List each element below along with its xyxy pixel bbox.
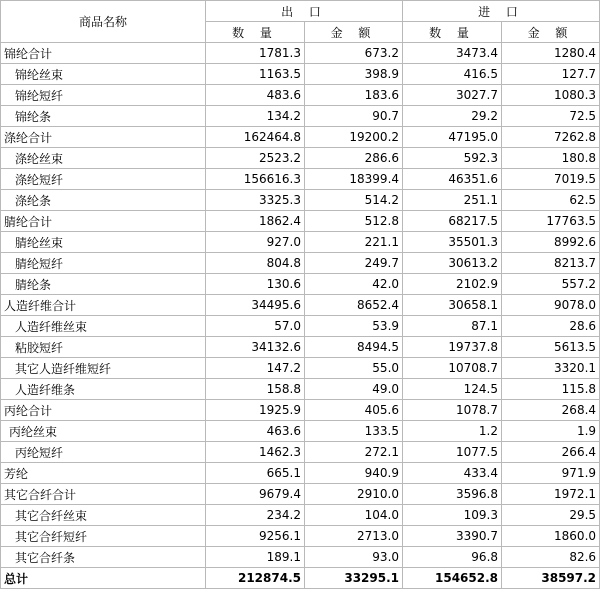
table-row	[1, 253, 600, 274]
table-row	[1, 421, 600, 442]
export-amount-cell: 512.8	[305, 211, 403, 232]
product-name-cell: 锦纶合计	[1, 43, 206, 64]
table-row	[1, 379, 600, 400]
import-qty-cell: 124.5	[403, 379, 502, 400]
import-amount-cell: 82.6	[502, 547, 600, 568]
import-amount-cell: 127.7	[502, 64, 600, 85]
export-qty-cell: 3325.3	[206, 190, 305, 211]
export-qty-cell: 463.6	[206, 421, 305, 442]
total-import-amount-cell: 38597.2	[502, 568, 600, 589]
import-amount-cell: 1972.1	[502, 484, 600, 505]
product-name-cell: 腈纶条	[1, 274, 206, 295]
import-amount-cell: 1860.0	[502, 526, 600, 547]
export-qty-cell: 1781.3	[206, 43, 305, 64]
export-amount-cell: 55.0	[305, 358, 403, 379]
product-name-cell: 锦纶丝束	[1, 64, 206, 85]
product-name-cell: 丙纶丝束	[1, 421, 206, 442]
header-import-amount: 金 额	[502, 22, 600, 43]
export-qty-cell: 804.8	[206, 253, 305, 274]
import-qty-cell: 3596.8	[403, 484, 502, 505]
export-qty-cell: 130.6	[206, 274, 305, 295]
table-row	[1, 43, 600, 64]
import-amount-cell: 115.8	[502, 379, 600, 400]
table-row	[1, 211, 600, 232]
export-qty-cell: 156616.3	[206, 169, 305, 190]
import-amount-cell: 1080.3	[502, 85, 600, 106]
table-row	[1, 526, 600, 547]
product-name-cell: 涤纶合计	[1, 127, 206, 148]
export-amount-cell: 183.6	[305, 85, 403, 106]
export-qty-cell: 1862.4	[206, 211, 305, 232]
table-row	[1, 106, 600, 127]
table-row	[1, 463, 600, 484]
table-row	[1, 295, 600, 316]
export-amount-cell: 93.0	[305, 547, 403, 568]
export-amount-cell: 18399.4	[305, 169, 403, 190]
total-import-qty-cell: 154652.8	[403, 568, 502, 589]
import-qty-cell: 47195.0	[403, 127, 502, 148]
import-amount-cell: 7019.5	[502, 169, 600, 190]
import-amount-cell: 3320.1	[502, 358, 600, 379]
import-qty-cell: 109.3	[403, 505, 502, 526]
import-qty-cell: 1.2	[403, 421, 502, 442]
header-export-amount: 金 额	[305, 22, 403, 43]
product-name-cell: 腈纶合计	[1, 211, 206, 232]
total-export-qty-cell: 212874.5	[206, 568, 305, 589]
table-row	[1, 148, 600, 169]
product-name-cell: 其它人造纤维短纤	[1, 358, 206, 379]
import-qty-cell: 3390.7	[403, 526, 502, 547]
export-qty-cell: 2523.2	[206, 148, 305, 169]
import-qty-cell: 35501.3	[403, 232, 502, 253]
import-qty-cell: 433.4	[403, 463, 502, 484]
export-qty-cell: 483.6	[206, 85, 305, 106]
export-amount-cell: 405.6	[305, 400, 403, 421]
import-qty-cell: 10708.7	[403, 358, 502, 379]
import-amount-cell: 5613.5	[502, 337, 600, 358]
table-row	[1, 400, 600, 421]
table-row	[1, 232, 600, 253]
import-amount-cell: 28.6	[502, 316, 600, 337]
product-name-cell: 其它合纤条	[1, 547, 206, 568]
product-name-cell: 其它合纤短纤	[1, 526, 206, 547]
header-row-1	[1, 1, 600, 22]
import-qty-cell: 592.3	[403, 148, 502, 169]
import-amount-cell: 29.5	[502, 505, 600, 526]
import-amount-cell: 17763.5	[502, 211, 600, 232]
product-name-cell: 粘胶短纤	[1, 337, 206, 358]
product-name-cell: 涤纶条	[1, 190, 206, 211]
export-qty-cell: 9679.4	[206, 484, 305, 505]
export-amount-cell: 2713.0	[305, 526, 403, 547]
export-qty-cell: 34132.6	[206, 337, 305, 358]
export-amount-cell: 249.7	[305, 253, 403, 274]
import-amount-cell: 971.9	[502, 463, 600, 484]
export-qty-cell: 158.8	[206, 379, 305, 400]
export-amount-cell: 8652.4	[305, 295, 403, 316]
total-export-amount-cell: 33295.1	[305, 568, 403, 589]
export-amount-cell: 53.9	[305, 316, 403, 337]
product-name-cell: 涤纶短纤	[1, 169, 206, 190]
table-row	[1, 337, 600, 358]
export-amount-cell: 42.0	[305, 274, 403, 295]
export-qty-cell: 927.0	[206, 232, 305, 253]
export-amount-cell: 398.9	[305, 64, 403, 85]
header-export-qty: 数 量	[206, 22, 305, 43]
product-name-cell: 其它合纤合计	[1, 484, 206, 505]
export-amount-cell: 286.6	[305, 148, 403, 169]
product-name-cell: 丙纶短纤	[1, 442, 206, 463]
export-amount-cell: 49.0	[305, 379, 403, 400]
import-amount-cell: 72.5	[502, 106, 600, 127]
export-amount-cell: 90.7	[305, 106, 403, 127]
table-row	[1, 190, 600, 211]
export-qty-cell: 234.2	[206, 505, 305, 526]
import-qty-cell: 19737.8	[403, 337, 502, 358]
table-row	[1, 442, 600, 463]
table-row	[1, 316, 600, 337]
import-amount-cell: 8213.7	[502, 253, 600, 274]
export-amount-cell: 514.2	[305, 190, 403, 211]
import-qty-cell: 87.1	[403, 316, 502, 337]
export-amount-cell: 673.2	[305, 43, 403, 64]
import-qty-cell: 96.8	[403, 547, 502, 568]
export-qty-cell: 147.2	[206, 358, 305, 379]
import-amount-cell: 7262.8	[502, 127, 600, 148]
import-amount-cell: 180.8	[502, 148, 600, 169]
export-qty-cell: 57.0	[206, 316, 305, 337]
import-amount-cell: 1280.4	[502, 43, 600, 64]
header-export: 出 口	[206, 1, 403, 22]
import-qty-cell: 251.1	[403, 190, 502, 211]
table-row	[1, 85, 600, 106]
table-row	[1, 484, 600, 505]
export-amount-cell: 19200.2	[305, 127, 403, 148]
import-amount-cell: 266.4	[502, 442, 600, 463]
total-row	[1, 568, 600, 589]
product-name-cell: 锦纶条	[1, 106, 206, 127]
export-qty-cell: 665.1	[206, 463, 305, 484]
export-qty-cell: 1163.5	[206, 64, 305, 85]
product-name-cell: 涤纶丝束	[1, 148, 206, 169]
export-qty-cell: 134.2	[206, 106, 305, 127]
export-amount-cell: 221.1	[305, 232, 403, 253]
export-amount-cell: 104.0	[305, 505, 403, 526]
import-amount-cell: 62.5	[502, 190, 600, 211]
header-product-name: 商品名称	[1, 1, 206, 43]
import-qty-cell: 3473.4	[403, 43, 502, 64]
table-row	[1, 274, 600, 295]
table-row	[1, 358, 600, 379]
export-qty-cell: 9256.1	[206, 526, 305, 547]
header-import: 进 口	[403, 1, 600, 22]
total-label: 总计	[1, 568, 206, 589]
product-name-cell: 人造纤维丝束	[1, 316, 206, 337]
product-name-cell: 丙纶合计	[1, 400, 206, 421]
import-amount-cell: 8992.6	[502, 232, 600, 253]
import-amount-cell: 557.2	[502, 274, 600, 295]
import-qty-cell: 3027.7	[403, 85, 502, 106]
product-name-cell: 人造纤维条	[1, 379, 206, 400]
table-row	[1, 64, 600, 85]
product-name-cell: 芳纶	[1, 463, 206, 484]
export-qty-cell: 189.1	[206, 547, 305, 568]
export-qty-cell: 162464.8	[206, 127, 305, 148]
export-qty-cell: 1462.3	[206, 442, 305, 463]
table-row	[1, 505, 600, 526]
export-qty-cell: 34495.6	[206, 295, 305, 316]
import-amount-cell: 1.9	[502, 421, 600, 442]
product-name-cell: 腈纶丝束	[1, 232, 206, 253]
export-qty-cell: 1925.9	[206, 400, 305, 421]
table-row	[1, 169, 600, 190]
product-name-cell: 腈纶短纤	[1, 253, 206, 274]
import-qty-cell: 1077.5	[403, 442, 502, 463]
export-amount-cell: 940.9	[305, 463, 403, 484]
export-amount-cell: 133.5	[305, 421, 403, 442]
product-name-cell: 其它合纤丝束	[1, 505, 206, 526]
export-amount-cell: 2910.0	[305, 484, 403, 505]
export-amount-cell: 272.1	[305, 442, 403, 463]
import-amount-cell: 9078.0	[502, 295, 600, 316]
import-amount-cell: 268.4	[502, 400, 600, 421]
header-import-qty: 数 量	[403, 22, 502, 43]
import-qty-cell: 1078.7	[403, 400, 502, 421]
import-qty-cell: 68217.5	[403, 211, 502, 232]
import-qty-cell: 46351.6	[403, 169, 502, 190]
product-name-cell: 锦纶短纤	[1, 85, 206, 106]
import-qty-cell: 2102.9	[403, 274, 502, 295]
import-qty-cell: 30658.1	[403, 295, 502, 316]
import-qty-cell: 29.2	[403, 106, 502, 127]
export-amount-cell: 8494.5	[305, 337, 403, 358]
table-row	[1, 127, 600, 148]
table-row	[1, 547, 600, 568]
import-qty-cell: 30613.2	[403, 253, 502, 274]
product-name-cell: 人造纤维合计	[1, 295, 206, 316]
import-qty-cell: 416.5	[403, 64, 502, 85]
